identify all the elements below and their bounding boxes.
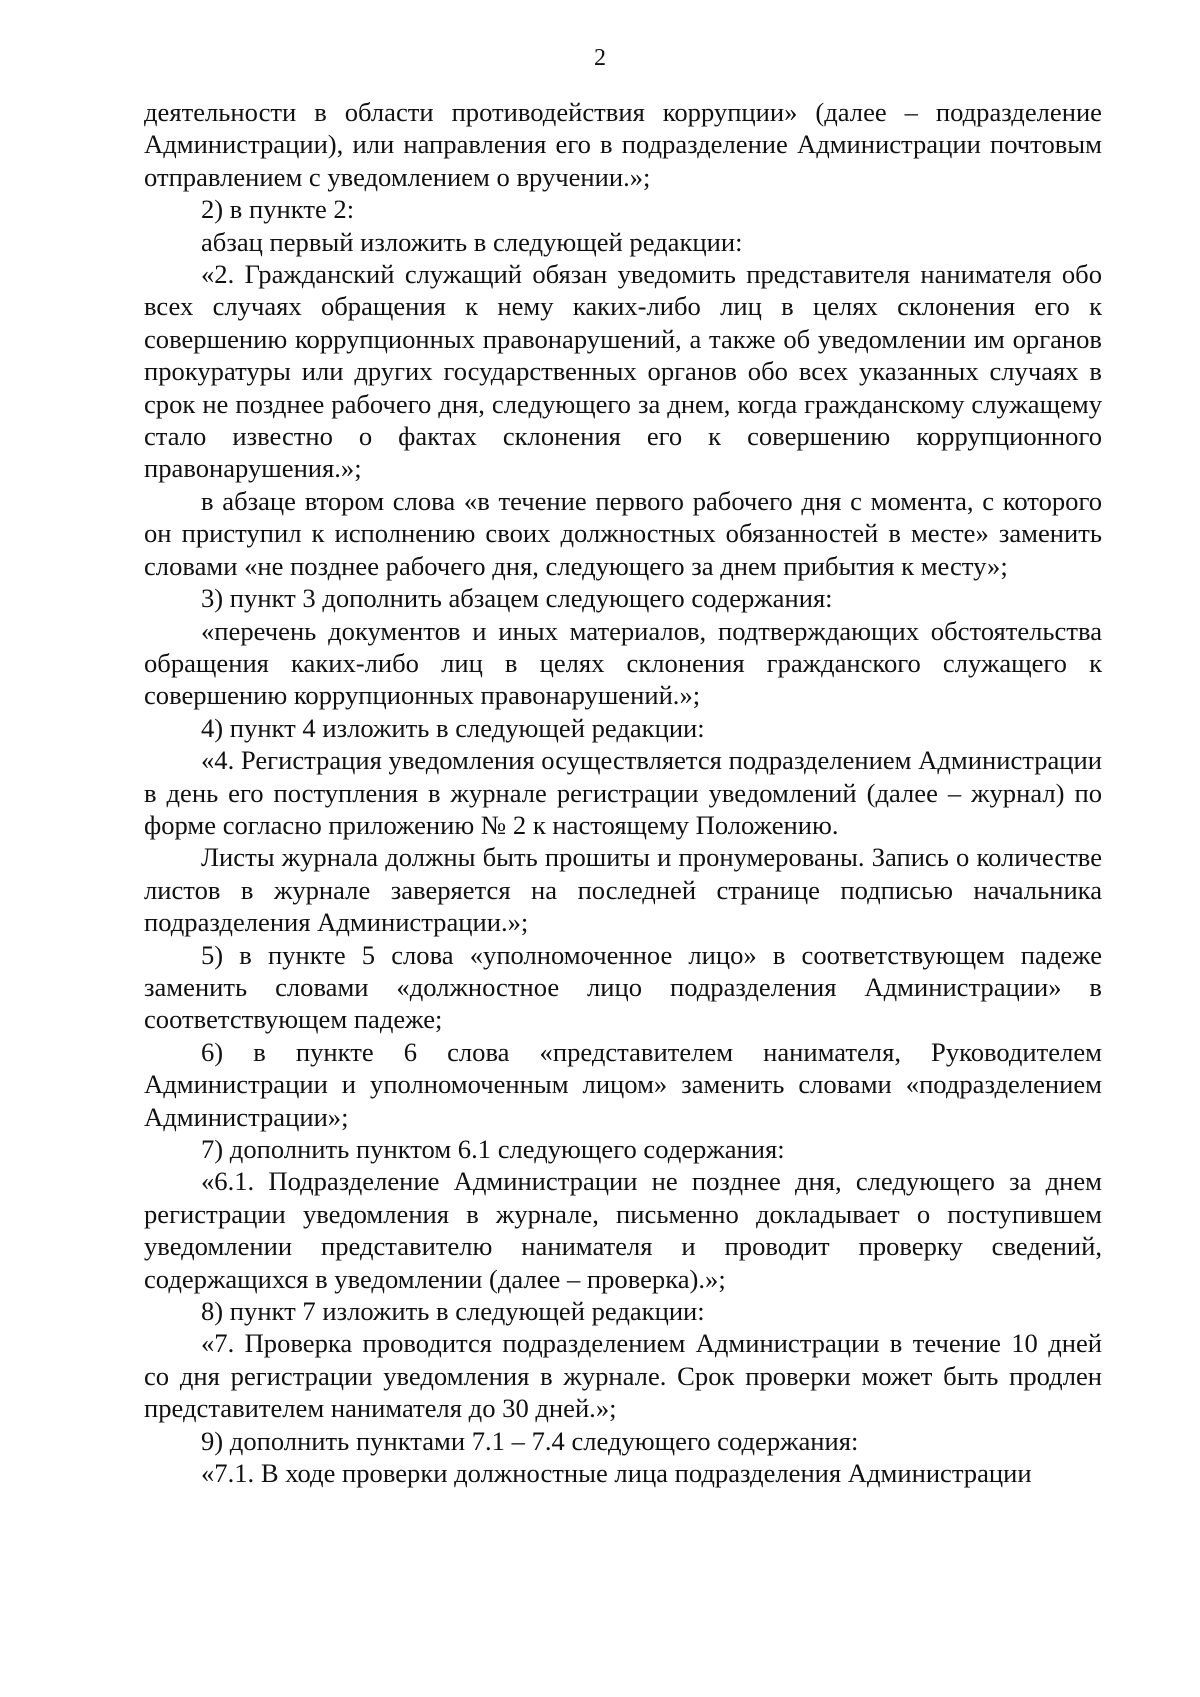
paragraph: «4. Регистрация уведомления осуществляется подразделением Администрации в день его поступления в журнале регистрации уведомлений (далее – журнал) по форме согласно приложению № 2 к настоящему Положению. xyxy=(144,745,1102,840)
paragraph: 5) в пункте 5 слова «уполномоченное лицо» в соответствующем падеже заменить словами «должностное лицо подразделения Администрации» в соответствующем падеже; xyxy=(144,939,1102,1035)
paragraph: «2. Гражданский служащий обязан уведомить представителя нанимателя обо всех случаях обращения к нему каких-либо лиц в целях склонения его к совершению коррупционных правонарушений, а также об уведомлении им органов прокуратуры или других государственных органов обо всех указанных случаях в срок не позднее рабочего дня, следующего за днем, когда гражданскому служащему стало известно о фактах склонения его к совершению коррупционного правонарушения.»; xyxy=(144,259,1102,484)
paragraph: «перечень документов и иных материалов, подтверждающих обстоятельства обращения каких-либо лиц в целях склонения гражданского служащего к совершению коррупционных правонарушений.»; xyxy=(144,615,1102,711)
paragraph: «6.1. Подразделение Администрации не позднее дня, следующего за днем регистрации уведомления в журнале, письменно докладывает о поступившем уведомлении представителю нанимателя и проводит проверку сведений, содержащихся в уведомлении (далее – проверка).»; xyxy=(144,1166,1102,1294)
paragraph: 7) дополнить пунктом 6.1 следующего содержания: xyxy=(201,1134,785,1164)
paragraph: 4) пункт 4 изложить в следующей редакции: xyxy=(201,712,705,743)
paragraph: 8) пункт 7 изложить в следующей редакции: xyxy=(201,1296,705,1327)
paragraph: «7.1. В ходе проверки должностные лица подразделения Администрации xyxy=(201,1458,1032,1489)
paragraph: 3) пункт 3 дополнить абзацем следующего содержания: xyxy=(201,583,833,614)
paragraph: в абзаце втором слова «в течение первого рабочего дня с момента, с которого он приступил к исполнению своих должностных обязанностей в месте» заменить словами «не позднее рабочего дня, следующего за днем прибытия к месту»; xyxy=(144,485,1102,581)
paragraph-continuation: деятельности в области противодействия коррупции» (далее – подразделение Администрации), или направления его в подразделение Администрации почтовым отправлением с уведомлением о вручении.»; xyxy=(144,97,1102,192)
paragraph: «7. Проверка проводится подразделением Администрации в течение 10 дней со дня регистрации уведомления в журнале. Срок проверки может быть продлен представителем нанимателя до 30 дней.»; xyxy=(144,1328,1102,1424)
paragraph: 6) в пункте 6 слова «представителем нанимателя, Руководителем Администрации и уполномоченным лицом» заменить словами «подразделением Администрации»; xyxy=(144,1036,1102,1132)
paragraph: 9) дополнить пунктами 7.1 – 7.4 следующего содержания: xyxy=(201,1425,859,1456)
page-number: 2 xyxy=(594,45,606,71)
paragraph: Листы журнала должны быть прошиты и пронумерованы. Запись о количестве листов в журнале заверяется на последней странице подписью начальника подразделения Администрации.»; xyxy=(144,842,1102,938)
paragraph: абзац первый изложить в следующей редакции: xyxy=(201,226,743,257)
paragraph: 2) в пункте 2: xyxy=(201,194,355,225)
document-body xyxy=(144,96,1102,1489)
